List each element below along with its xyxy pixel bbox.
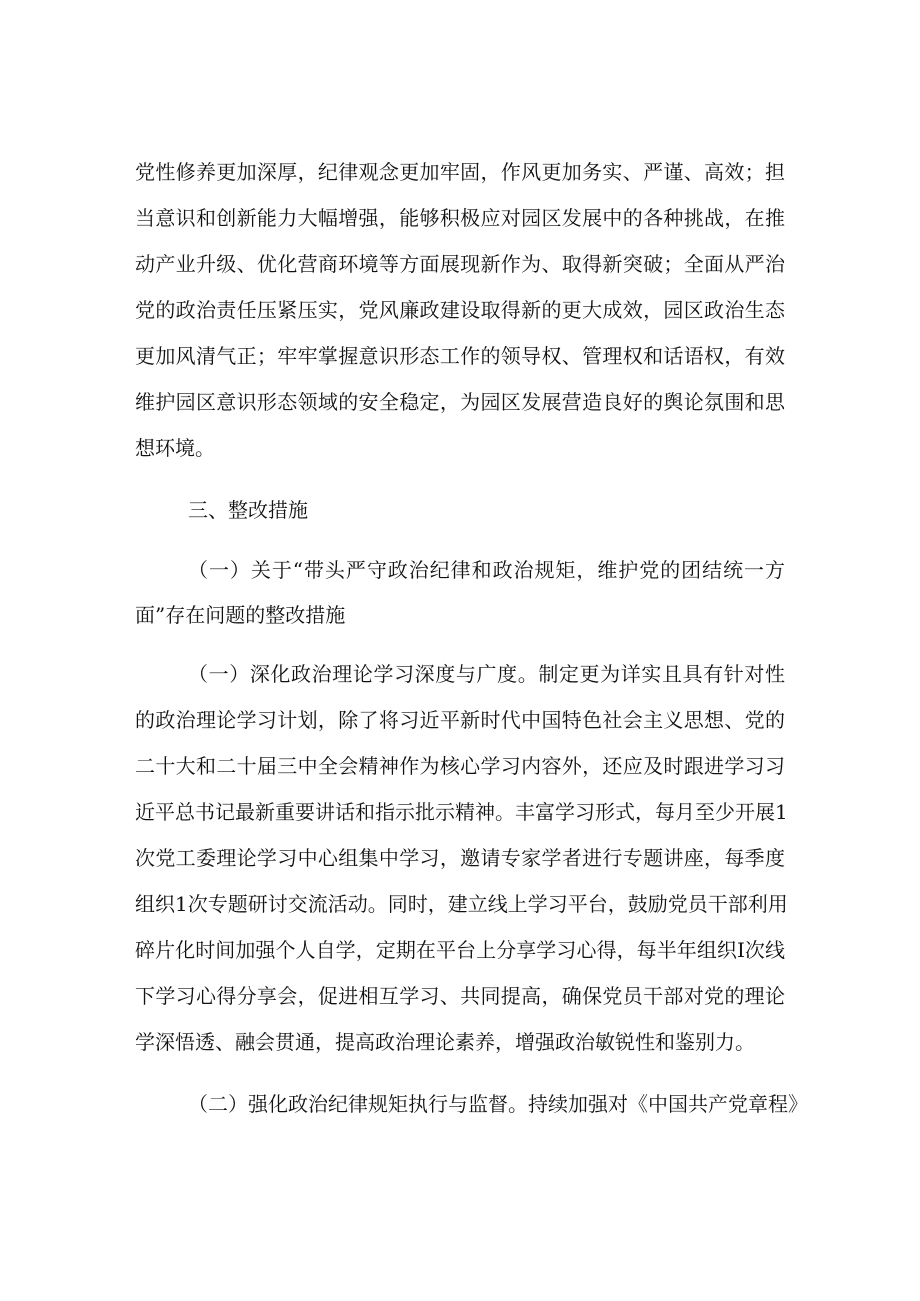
measure-1-line-4: 近平总书记最新重要讲话和指示批示精神。丰富学习形式，每月至少开展1 bbox=[135, 800, 788, 824]
intro-line-6: 维护园区意识形态领域的安全稳定，为园区发展营造良好的舆论氛围和思 bbox=[135, 390, 785, 414]
measure-1-line-3: 二十大和二十届三中全会精神作为核心学习内容外，还应及时跟进学习习 bbox=[135, 754, 785, 778]
measure-1-line-8: 下学习心得分享会，促进相互学习、共同提高，确保党员干部对党的理论 bbox=[135, 984, 785, 1008]
measure-1-line-9: 学深悟透、融会贯通，提高政治理论素养，增强政治敏锐性和鉴别力。 bbox=[135, 1030, 755, 1054]
subsection-heading-line-1: （一）关于“带头严守政治纪律和政治规矩，维护党的团结统一方 bbox=[188, 558, 785, 582]
intro-line-1: 党性修养更加深厚，纪律观念更加牢固，作风更加务实、严谨、高效；担 bbox=[135, 160, 785, 184]
measure-1-line-7: 碎片化时间加强个人自学，定期在平台上分享学习心得，每半年组织I次线 bbox=[135, 938, 785, 962]
intro-line-2: 当意识和创新能力大幅增强，能够积极应对园区发展中的各种挑战，在推 bbox=[135, 206, 785, 230]
measure-1-line-5: 次党工委理论学习中心组集中学习，邀请专家学者进行专题讲座，每季度 bbox=[135, 846, 785, 870]
section-heading: 三、整改措施 bbox=[188, 498, 308, 522]
measure-1-line-6: 组织1次专题研讨交流活动。同时，建立线上学习平台，鼓励党员干部利用 bbox=[135, 892, 788, 916]
measure-1-line-2: 的政治理论学习计划，除了将习近平新时代中国特色社会主义思想、党的 bbox=[135, 708, 785, 732]
intro-line-3: 动产业升级、优化营商环境等方面展现新作为、取得新突破；全面从严治 bbox=[135, 252, 785, 276]
subsection-heading-line-2: 面”存在问题的整改措施 bbox=[135, 603, 346, 627]
intro-line-7: 想环境。 bbox=[135, 436, 215, 460]
intro-line-5: 更加风清气正；牢牢掌握意识形态工作的领导权、管理权和话语权，有效 bbox=[135, 344, 785, 368]
measure-1-line-1: （一）深化政治理论学习深度与广度。制定更为详实且具有针对性 bbox=[188, 662, 785, 686]
intro-line-4: 党的政治责任压紧压实，党风廉政建设取得新的更大成效，园区政治生态 bbox=[135, 298, 785, 322]
measure-2-line-1: （二）强化政治纪律规矩执行与监督。持续加强对《中国共产党章程》 bbox=[188, 1092, 808, 1116]
